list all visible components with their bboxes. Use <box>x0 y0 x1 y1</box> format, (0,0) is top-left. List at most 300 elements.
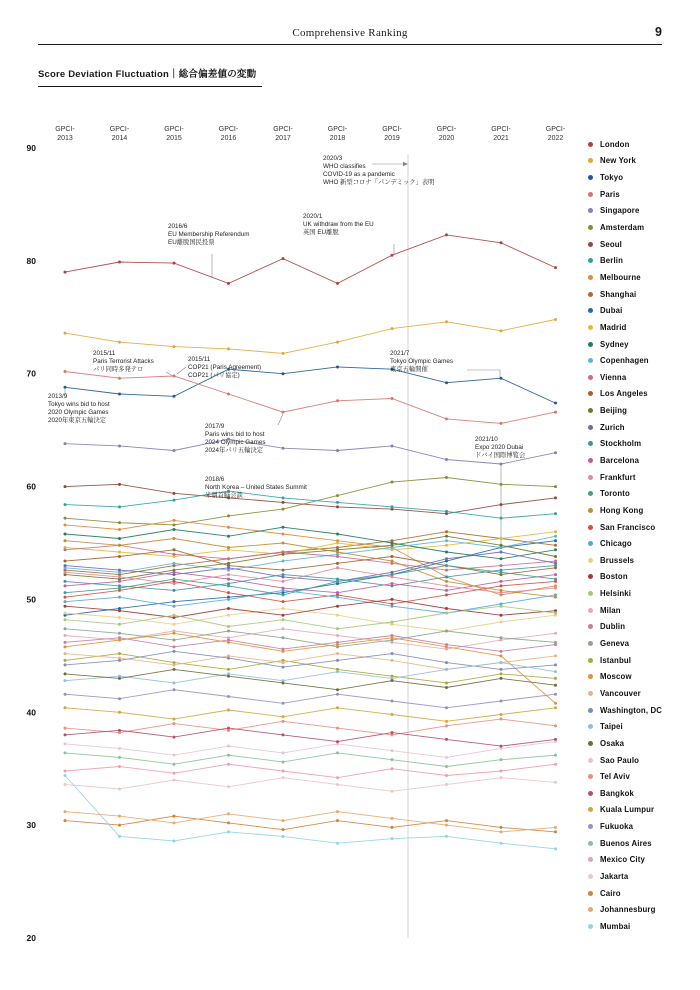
series-point-osaka <box>445 686 448 689</box>
series-point-mexico-city <box>118 765 121 768</box>
series-line-bangkok <box>65 728 556 746</box>
annotation-text-uk-withdraw: UK withdraw from the EU <box>303 221 374 228</box>
page-number: 9 <box>655 25 662 39</box>
series-point-toronto <box>282 593 285 596</box>
series-point-london <box>227 282 230 285</box>
series-point-seoul <box>64 485 67 488</box>
annotation-text-uk-withdraw: 英国 EU離脱 <box>303 229 339 236</box>
annotation-text-paris-wins-bid: 2024年パリ五輪決定 <box>205 447 264 454</box>
legend-label: Dubai <box>600 306 623 316</box>
series-point-mumbai <box>118 835 121 838</box>
series-point-tel-aviv <box>282 720 285 723</box>
series-point-tel-aviv <box>336 727 339 730</box>
series-point-mumbai <box>173 839 176 842</box>
series-point-vancouver <box>282 661 285 664</box>
series-point-boston <box>118 609 121 612</box>
series-point-cairo <box>227 821 230 824</box>
series-point-new-york <box>391 327 394 330</box>
legend-dot <box>588 525 593 530</box>
annotation-text-tokyo-olympic-games: Tokyo Olympic Games <box>390 358 453 365</box>
series-point-taipei <box>500 661 503 664</box>
series-point-johannesburg <box>554 826 557 829</box>
series-point-cairo <box>64 819 67 822</box>
series-point-brussels <box>500 620 503 623</box>
y-axis-label: 80 <box>26 255 36 266</box>
series-point-mumbai <box>391 837 394 840</box>
series-point-osaka <box>282 681 285 684</box>
legend-dot <box>588 275 593 280</box>
legend-dot <box>588 857 593 862</box>
legend-label: Dublin <box>600 622 626 632</box>
series-point-tel-aviv <box>64 727 67 730</box>
series-point-istanbul <box>445 681 448 684</box>
series-point-chicago <box>391 605 394 608</box>
x-axis-label-prefix: GPCI- <box>273 126 293 133</box>
legend-label: Istanbul <box>600 655 632 665</box>
series-point-amsterdam <box>336 494 339 497</box>
series-point-mumbai <box>336 842 339 845</box>
annotation-text-tokyo-olympic-games: 東京五輪開催 <box>390 366 428 373</box>
legend-label: Brussels <box>600 555 635 565</box>
series-point-san-francisco <box>118 589 121 592</box>
series-point-mexico-city <box>336 776 339 779</box>
annotation-text-paris-terrorist-attacks: パリ同時多発テロ <box>93 366 144 373</box>
series-point-vienna <box>445 569 448 572</box>
annotation-text-paris-terrorist-attacks: 2015/11 <box>93 350 116 357</box>
series-point-geneva <box>227 630 230 633</box>
series-point-tel-aviv <box>554 724 557 727</box>
series-point-barcelona <box>118 580 121 583</box>
series-point-stockholm <box>64 580 67 583</box>
series-point-dubai <box>554 539 557 542</box>
series-point-moscow <box>391 636 394 639</box>
series-point-paris <box>445 417 448 420</box>
legend-item-dublin <box>588 619 700 636</box>
series-point-paris <box>391 397 394 400</box>
series-point-sydney <box>445 551 448 554</box>
annotation-leader-cop21 <box>177 367 186 374</box>
legend-label: Shanghai <box>600 289 637 299</box>
series-point-helsinki <box>445 611 448 614</box>
series-point-moscow <box>500 654 503 657</box>
legend-dot <box>588 142 593 147</box>
legend-dot <box>588 292 593 297</box>
annotation-leader-paris-terrorist-attacks <box>166 372 173 376</box>
series-point-seoul <box>336 505 339 508</box>
series-point-amsterdam <box>118 521 121 524</box>
series-point-osaka <box>336 688 339 691</box>
legend-label: Stockholm <box>600 439 642 449</box>
legend-dot <box>588 491 593 496</box>
running-head: Comprehensive Ranking <box>292 27 408 39</box>
annotation-arrow-who-pandemic <box>403 162 408 166</box>
legend-dot <box>588 624 593 629</box>
y-axis-label: 30 <box>26 820 36 831</box>
series-point-washington-dc <box>554 663 557 666</box>
legend-item-kuala-lumpur <box>588 802 700 819</box>
series-point-johannesburg <box>500 830 503 833</box>
series-point-jakarta <box>445 783 448 786</box>
series-point-paris <box>282 411 285 414</box>
y-axis-label: 40 <box>26 707 36 718</box>
series-point-buenos-aires <box>282 760 285 763</box>
series-point-washington-dc <box>391 652 394 655</box>
legend-item-berlin <box>588 252 700 269</box>
legend-item-hong-kong <box>588 502 700 519</box>
series-point-singapore <box>282 447 285 450</box>
series-point-osaka <box>118 677 121 680</box>
series-point-san-francisco <box>173 580 176 583</box>
x-axis-label-year: 2014 <box>111 135 128 142</box>
series-point-jakarta <box>282 776 285 779</box>
legend-label: Tokyo <box>600 173 624 183</box>
series-point-san-francisco <box>227 591 230 594</box>
series-point-brussels <box>336 614 339 617</box>
series-point-bangkok <box>554 738 557 741</box>
legend-dot <box>588 208 593 213</box>
series-point-sydney <box>282 526 285 529</box>
series-point-kuala-lumpur <box>445 720 448 723</box>
x-axis-label-prefix: GPCI- <box>55 126 75 133</box>
legend-label: Copenhagen <box>600 356 649 366</box>
series-point-geneva <box>173 639 176 642</box>
legend-dot <box>588 375 593 380</box>
legend-item-sydney <box>588 336 700 353</box>
series-point-frankfurt <box>118 575 121 578</box>
series-point-paris <box>173 374 176 377</box>
series-point-johannesburg <box>445 824 448 827</box>
series-line-barcelona <box>65 572 556 592</box>
annotation-text-eu-referendum: EU離脱国民投票 <box>168 239 215 246</box>
series-line-buenos-aires <box>65 753 556 767</box>
series-point-milan <box>282 627 285 630</box>
legend-item-cairo <box>588 885 700 902</box>
series-point-zurich <box>227 566 230 569</box>
series-point-vienna <box>173 553 176 556</box>
legend-dot <box>588 508 593 513</box>
series-point-bangkok <box>173 736 176 739</box>
legend-label: Sydney <box>600 339 629 349</box>
series-point-mexico-city <box>554 763 557 766</box>
annotation-leader-paris-wins-bid <box>278 414 283 425</box>
series-line-seoul <box>65 484 556 513</box>
annotation-text-paris-terrorist-attacks: Paris Terrorist Attacks <box>93 358 154 365</box>
series-point-milan <box>554 632 557 635</box>
series-point-berlin <box>391 505 394 508</box>
series-point-singapore <box>173 449 176 452</box>
legend-item-melbourne <box>588 269 700 286</box>
series-point-barcelona <box>391 582 394 585</box>
series-point-singapore <box>336 449 339 452</box>
series-point-cairo <box>500 826 503 829</box>
series-point-barcelona <box>500 580 503 583</box>
legend-label: Seoul <box>600 239 622 249</box>
annotation-text-uk-withdraw: 2020/1 <box>303 213 323 220</box>
legend-dot <box>588 591 593 596</box>
series-point-shanghai <box>445 530 448 533</box>
series-point-melbourne <box>118 528 121 531</box>
series-point-sydney <box>173 528 176 531</box>
legend-dot <box>588 658 593 663</box>
section-title: Score Deviation Fluctuation｜総合偏差値の変動 <box>38 66 262 87</box>
series-point-vancouver <box>64 652 67 655</box>
legend-dot <box>588 574 593 579</box>
legend-label: Boston <box>600 572 628 582</box>
series-point-osaka <box>227 675 230 678</box>
legend-item-los-angeles <box>588 386 700 403</box>
series-point-new-york <box>445 320 448 323</box>
series-point-copenhagen <box>173 562 176 565</box>
series-point-berlin <box>118 505 121 508</box>
series-point-beijing <box>391 544 394 547</box>
series-point-tokyo <box>445 381 448 384</box>
legend-item-jakarta <box>588 868 700 885</box>
series-point-sydney <box>336 532 339 535</box>
series-point-bangkok <box>282 733 285 736</box>
series-point-beijing <box>445 535 448 538</box>
annotation-text-tokyo-olympic-games: 2021/7 <box>390 350 410 357</box>
series-point-frankfurt <box>227 573 230 576</box>
series-point-sao-paulo <box>282 751 285 754</box>
series-point-bangkok <box>445 738 448 741</box>
series-point-jakarta <box>336 783 339 786</box>
legend-label: Chicago <box>600 539 632 549</box>
series-point-paris <box>500 422 503 425</box>
series-point-stockholm <box>554 564 557 567</box>
series-point-kuala-lumpur <box>118 711 121 714</box>
series-point-sao-paulo <box>391 749 394 752</box>
series-point-bangkok <box>64 733 67 736</box>
legend-label: Mexico City <box>600 855 645 865</box>
series-point-sydney <box>64 532 67 535</box>
series-point-cairo <box>282 828 285 831</box>
series-point-stockholm <box>173 589 176 592</box>
series-point-boston <box>282 614 285 617</box>
series-point-seoul <box>282 501 285 504</box>
series-point-fukuoka <box>64 693 67 696</box>
series-point-washington-dc <box>282 666 285 669</box>
legend-dot <box>588 874 593 879</box>
legend-dot <box>588 608 593 613</box>
legend-item-madrid <box>588 319 700 336</box>
series-point-fukuoka <box>227 695 230 698</box>
legend-label: Cairo <box>600 888 621 898</box>
series-line-amsterdam <box>65 478 556 525</box>
series-point-vienna <box>336 555 339 558</box>
series-point-san-francisco <box>282 600 285 603</box>
series-point-tel-aviv <box>445 724 448 727</box>
series-point-boston <box>227 607 230 610</box>
series-point-copenhagen <box>282 560 285 563</box>
series-point-geneva <box>282 636 285 639</box>
series-point-milan <box>336 634 339 637</box>
legend-dot <box>588 924 593 929</box>
series-point-jakarta <box>500 776 503 779</box>
series-point-berlin <box>500 517 503 520</box>
series-point-singapore <box>500 462 503 465</box>
legend-label: Beijing <box>600 406 628 416</box>
series-point-kuala-lumpur <box>391 713 394 716</box>
series-point-kuala-lumpur <box>336 706 339 709</box>
series-point-geneva <box>500 636 503 639</box>
series-point-chicago <box>227 598 230 601</box>
series-point-sao-paulo <box>173 754 176 757</box>
series-point-johannesburg <box>336 810 339 813</box>
series-point-beijing <box>500 544 503 547</box>
x-axis-label-year: 2015 <box>166 135 182 142</box>
legend-label: Buenos Aires <box>600 838 652 848</box>
series-point-helsinki <box>173 614 176 617</box>
legend-label: Helsinki <box>600 589 632 599</box>
series-point-buenos-aires <box>227 754 230 757</box>
series-line-mexico-city <box>65 764 556 778</box>
legend-item-san-francisco <box>588 519 700 536</box>
series-point-tel-aviv <box>173 722 176 725</box>
series-point-toronto <box>64 591 67 594</box>
legend-dot <box>588 774 593 779</box>
legend-dot <box>588 841 593 846</box>
page-header <box>38 0 662 45</box>
series-point-hong-kong <box>500 589 503 592</box>
series-point-fukuoka <box>336 693 339 696</box>
series-point-madrid <box>445 544 448 547</box>
legend-dot <box>588 441 593 446</box>
legend-item-moscow <box>588 669 700 686</box>
series-point-sao-paulo <box>118 747 121 750</box>
series-point-chicago <box>336 596 339 599</box>
series-point-washington-dc <box>500 668 503 671</box>
legend-item-buenos-aires <box>588 835 700 852</box>
score-deviation-chart <box>20 120 580 955</box>
legend-dot <box>588 674 593 679</box>
annotation-text-eu-referendum: 2016/6 <box>168 223 188 230</box>
y-axis-label: 50 <box>26 594 36 605</box>
series-point-berlin <box>64 503 67 506</box>
series-point-johannesburg <box>118 815 121 818</box>
series-point-bangkok <box>391 731 394 734</box>
series-point-cairo <box>391 826 394 829</box>
series-point-cairo <box>118 824 121 827</box>
series-point-amsterdam <box>282 508 285 511</box>
series-point-new-york <box>64 332 67 335</box>
legend-dot <box>588 907 593 912</box>
series-point-singapore <box>64 442 67 445</box>
series-point-fukuoka <box>173 688 176 691</box>
legend-item-milan <box>588 602 700 619</box>
legend-item-stockholm <box>588 436 700 453</box>
series-point-fukuoka <box>554 693 557 696</box>
series-point-los-angeles <box>391 555 394 558</box>
series-point-new-york <box>554 318 557 321</box>
legend-item-zurich <box>588 419 700 436</box>
series-point-hong-kong <box>391 560 394 563</box>
series-point-berlin <box>336 501 339 504</box>
legend-label: Tel Aviv <box>600 772 630 782</box>
series-point-kuala-lumpur <box>227 709 230 712</box>
series-point-new-york <box>282 352 285 355</box>
series-line-fukuoka <box>65 690 556 708</box>
series-point-taipei <box>336 670 339 673</box>
series-point-melbourne <box>64 523 67 526</box>
legend-item-tokyo <box>588 169 700 186</box>
series-point-london <box>64 271 67 274</box>
series-point-mumbai <box>445 835 448 838</box>
series-point-tokyo <box>336 365 339 368</box>
series-point-london <box>391 254 394 257</box>
series-point-osaka <box>554 684 557 687</box>
series-point-geneva <box>118 632 121 635</box>
legend-dot <box>588 807 593 812</box>
series-point-sao-paulo <box>227 745 230 748</box>
series-point-johannesburg <box>227 812 230 815</box>
x-axis-label-year: 2017 <box>275 135 291 142</box>
legend-item-beijing <box>588 402 700 419</box>
series-line-taipei <box>65 663 556 683</box>
series-point-paris <box>227 393 230 396</box>
series-point-kuala-lumpur <box>500 713 503 716</box>
legend-label: Kuala Lumpur <box>600 805 655 815</box>
x-axis-label-prefix: GPCI- <box>164 126 184 133</box>
series-point-brussels <box>227 614 230 617</box>
x-axis-label-prefix: GPCI- <box>327 126 348 133</box>
series-point-buenos-aires <box>391 758 394 761</box>
series-point-frankfurt <box>64 571 67 574</box>
series-point-johannesburg <box>173 821 176 824</box>
x-axis-label-prefix: GPCI- <box>491 126 511 133</box>
series-point-kuala-lumpur <box>173 718 176 721</box>
series-point-melbourne <box>227 526 230 529</box>
series-point-mexico-city <box>173 772 176 775</box>
series-point-hong-kong <box>118 544 121 547</box>
series-point-helsinki <box>64 618 67 621</box>
series-point-mexico-city <box>500 769 503 772</box>
series-point-toronto <box>336 580 339 583</box>
series-point-beijing <box>227 562 230 565</box>
x-axis-label-prefix: GPCI- <box>109 126 130 133</box>
legend-label: Jakarta <box>600 872 629 881</box>
series-point-vienna <box>227 557 230 560</box>
legend-item-mexico-city <box>588 852 700 869</box>
series-point-zurich <box>118 569 121 572</box>
legend-item-brussels <box>588 552 700 569</box>
legend-label: Melbourne <box>600 272 641 282</box>
legend-label: Washington, DC <box>600 705 663 715</box>
series-point-san-francisco <box>554 580 557 583</box>
series-point-paris <box>554 411 557 414</box>
series-point-berlin <box>282 496 285 499</box>
legend-dot <box>588 258 593 263</box>
legend-label: Sao Paulo <box>600 755 640 765</box>
series-point-london <box>336 282 339 285</box>
series-point-fukuoka <box>391 699 394 702</box>
series-point-mumbai <box>500 842 503 845</box>
legend-label: Osaka <box>600 738 625 748</box>
legend-label: Johannesburg <box>600 905 656 915</box>
series-point-dublin <box>64 641 67 644</box>
series-point-istanbul <box>500 672 503 675</box>
legend-dot <box>588 691 593 696</box>
series-point-sydney <box>227 535 230 538</box>
series-point-mexico-city <box>445 774 448 777</box>
legend-label: Vancouver <box>600 688 641 698</box>
series-point-dublin <box>173 645 176 648</box>
legend-item-vienna <box>588 369 700 386</box>
series-point-chicago <box>64 600 67 603</box>
series-point-washington-dc <box>336 659 339 662</box>
legend-dot <box>588 824 593 829</box>
series-point-hong-kong <box>64 539 67 542</box>
legend-label: Milan <box>600 605 621 615</box>
